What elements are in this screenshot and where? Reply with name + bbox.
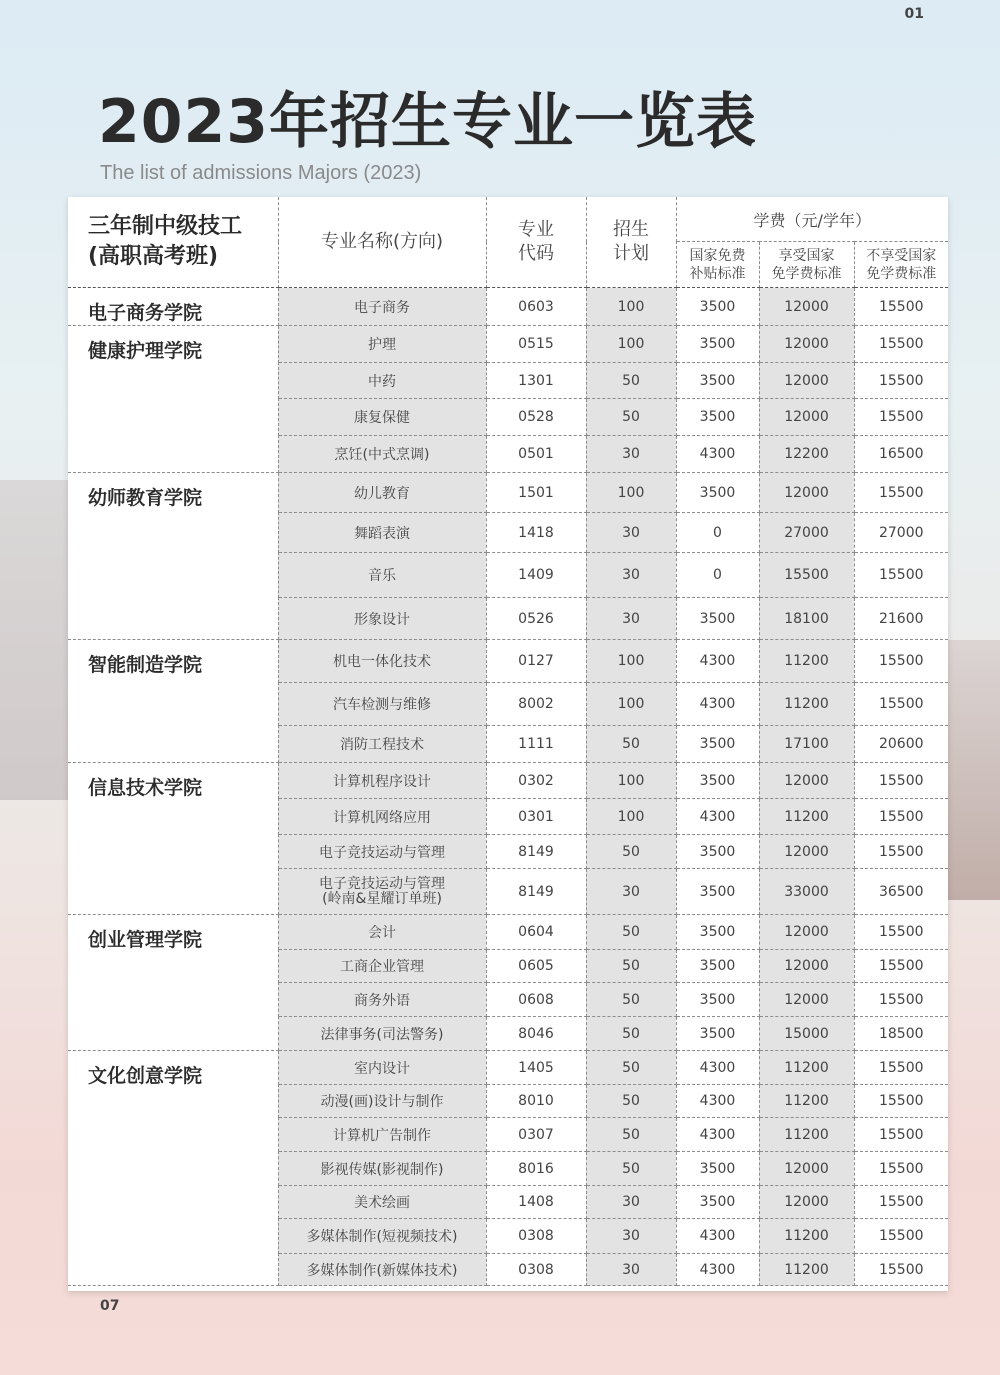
- department-name: 创业管理学院: [68, 915, 278, 1051]
- fee-nonexempt: 20600: [854, 726, 948, 763]
- major-code: 8002: [486, 683, 586, 726]
- fee-nonexempt: 15500: [854, 983, 948, 1017]
- fee-nonexempt: 18500: [854, 1017, 948, 1051]
- enrollment-plan: 30: [586, 513, 676, 553]
- admissions-table: [68, 197, 948, 1286]
- fee-nonexempt: 15500: [854, 1254, 948, 1286]
- fee-subsidy: 3500: [676, 288, 759, 326]
- fee-subsidy: 3500: [676, 1186, 759, 1219]
- table-row: [68, 640, 948, 683]
- table-row: [68, 288, 948, 326]
- major-code: 0308: [486, 1254, 586, 1286]
- enrollment-plan: 30: [586, 436, 676, 473]
- fee-nonexempt: 15500: [854, 1152, 948, 1186]
- fee-nonexempt: 15500: [854, 1051, 948, 1085]
- major-code: 1408: [486, 1186, 586, 1219]
- fee-nonexempt: 16500: [854, 436, 948, 473]
- header-program-line2: (高职高考班): [88, 244, 219, 269]
- fee-subsidy: 3500: [676, 869, 759, 915]
- fee-nonexempt: 15500: [854, 326, 948, 363]
- fee-exempt: 12000: [759, 326, 854, 363]
- major-name: 计算机网络应用: [278, 799, 486, 835]
- fee-subsidy: 4300: [676, 640, 759, 683]
- major-code: 1418: [486, 513, 586, 553]
- enrollment-plan: 50: [586, 726, 676, 763]
- major-code: 0603: [486, 288, 586, 326]
- header-plan: [586, 197, 676, 288]
- major-name: 形象设计: [278, 598, 486, 640]
- major-code: 8016: [486, 1152, 586, 1186]
- fee-exempt: 15500: [759, 553, 854, 598]
- fee-subsidy: 0: [676, 553, 759, 598]
- fee-exempt: 12000: [759, 763, 854, 799]
- major-name: 计算机程序设计: [278, 763, 486, 799]
- header-fee-nonexempt-line1: 不享受国家: [866, 247, 937, 264]
- fee-exempt: 12000: [759, 473, 854, 513]
- major-name: 影视传媒(影视制作): [278, 1152, 486, 1186]
- major-code: 1111: [486, 726, 586, 763]
- enrollment-plan: 100: [586, 640, 676, 683]
- admissions-table-card: [68, 197, 948, 1291]
- fee-exempt: 11200: [759, 1254, 854, 1286]
- fee-exempt: 12200: [759, 436, 854, 473]
- fee-exempt: 11200: [759, 1051, 854, 1085]
- fee-exempt: 12000: [759, 363, 854, 399]
- fee-subsidy: 3500: [676, 363, 759, 399]
- major-code: 0515: [486, 326, 586, 363]
- major-name: 美术绘画: [278, 1186, 486, 1219]
- fee-subsidy: 3500: [676, 726, 759, 763]
- header-plan-line1: 招生: [613, 219, 649, 240]
- department-name: 信息技术学院: [68, 763, 278, 915]
- fee-nonexempt: 15500: [854, 1085, 948, 1118]
- fee-subsidy: 3500: [676, 835, 759, 869]
- fee-nonexempt: 15500: [854, 763, 948, 799]
- major-name: 多媒体制作(短视频技术): [278, 1219, 486, 1254]
- enrollment-plan: 100: [586, 763, 676, 799]
- header-fee-nonexempt-line2: 免学费标准: [866, 265, 937, 282]
- header-fee-group: 学费（元/学年）: [676, 197, 948, 242]
- enrollment-plan: 50: [586, 363, 676, 399]
- header-fee-nonexempt: [854, 242, 948, 288]
- major-name: 法律事务(司法警务): [278, 1017, 486, 1051]
- fee-exempt: 12000: [759, 1152, 854, 1186]
- fee-nonexempt: 15500: [854, 288, 948, 326]
- header-program-type: [68, 197, 278, 288]
- major-name: 幼儿教育: [278, 473, 486, 513]
- department-name: 文化创意学院: [68, 1051, 278, 1286]
- admissions-table-body: [68, 288, 948, 1286]
- fee-exempt: 11200: [759, 1219, 854, 1254]
- major-code: 8149: [486, 835, 586, 869]
- enrollment-plan: 30: [586, 869, 676, 915]
- major-name: 汽车检测与维修: [278, 683, 486, 726]
- major-code: 0308: [486, 1219, 586, 1254]
- major-name: 消防工程技术: [278, 726, 486, 763]
- fee-nonexempt: 15500: [854, 683, 948, 726]
- major-code: 0301: [486, 799, 586, 835]
- enrollment-plan: 50: [586, 1118, 676, 1152]
- fee-subsidy: 4300: [676, 799, 759, 835]
- major-code: 1301: [486, 363, 586, 399]
- major-name: 中药: [278, 363, 486, 399]
- fee-subsidy: 4300: [676, 436, 759, 473]
- major-code: 1409: [486, 553, 586, 598]
- fee-exempt: 12000: [759, 950, 854, 983]
- fee-exempt: 15000: [759, 1017, 854, 1051]
- fee-nonexempt: 15500: [854, 1118, 948, 1152]
- fee-exempt: 11200: [759, 1085, 854, 1118]
- fee-exempt: 12000: [759, 915, 854, 950]
- major-code: 1405: [486, 1051, 586, 1085]
- enrollment-plan: 100: [586, 473, 676, 513]
- major-code: 1501: [486, 473, 586, 513]
- fee-subsidy: 4300: [676, 1051, 759, 1085]
- fee-exempt: 18100: [759, 598, 854, 640]
- fee-nonexempt: 15500: [854, 640, 948, 683]
- fee-nonexempt: 15500: [854, 799, 948, 835]
- fee-exempt: 33000: [759, 869, 854, 915]
- header-fee-subsidy-line1: 国家免费: [689, 247, 746, 264]
- fee-nonexempt: 27000: [854, 513, 948, 553]
- department-name: 智能制造学院: [68, 640, 278, 763]
- background-building-left: [0, 480, 70, 800]
- header-fee-exempt-line2: 免学费标准: [771, 265, 842, 282]
- fee-nonexempt: 15500: [854, 363, 948, 399]
- enrollment-plan: 50: [586, 950, 676, 983]
- fee-exempt: 11200: [759, 799, 854, 835]
- table-row: [68, 1051, 948, 1085]
- fee-subsidy: 3500: [676, 763, 759, 799]
- fee-exempt: 12000: [759, 983, 854, 1017]
- fee-subsidy: 4300: [676, 683, 759, 726]
- enrollment-plan: 50: [586, 1051, 676, 1085]
- page-subtitle: The list of admissions Majors (2023): [100, 162, 422, 184]
- fee-exempt: 11200: [759, 1118, 854, 1152]
- major-code: 0605: [486, 950, 586, 983]
- major-name-line1: 电子竞技运动与管理: [319, 875, 445, 892]
- fee-nonexempt: 15500: [854, 1186, 948, 1219]
- fee-subsidy: 3500: [676, 950, 759, 983]
- major-name: 机电一体化技术: [278, 640, 486, 683]
- fee-subsidy: 3500: [676, 915, 759, 950]
- background-building-right: [945, 640, 1000, 900]
- header-major-name: 专业名称(方向): [278, 197, 486, 288]
- fee-subsidy: 3500: [676, 983, 759, 1017]
- enrollment-plan: 100: [586, 326, 676, 363]
- major-name: [278, 869, 486, 915]
- enrollment-plan: 30: [586, 1254, 676, 1286]
- table-row: [68, 915, 948, 950]
- major-code: 0501: [486, 436, 586, 473]
- major-name: 动漫(画)设计与制作: [278, 1085, 486, 1118]
- fee-exempt: 12000: [759, 1186, 854, 1219]
- major-code: 8010: [486, 1085, 586, 1118]
- major-name: 护理: [278, 326, 486, 363]
- header-code-line2: 代码: [518, 243, 554, 264]
- major-name-line2: (岭南&星耀订单班): [322, 890, 442, 907]
- major-code: 0302: [486, 763, 586, 799]
- fee-exempt: 11200: [759, 683, 854, 726]
- header-fee-exempt: [759, 242, 854, 288]
- fee-subsidy: 4300: [676, 1085, 759, 1118]
- enrollment-plan: 30: [586, 553, 676, 598]
- fee-subsidy: 3500: [676, 1152, 759, 1186]
- fee-subsidy: 3500: [676, 1017, 759, 1051]
- fee-nonexempt: 15500: [854, 835, 948, 869]
- major-code: 0604: [486, 915, 586, 950]
- major-code: 0127: [486, 640, 586, 683]
- header-code-line1: 专业: [518, 219, 554, 240]
- major-name: 舞蹈表演: [278, 513, 486, 553]
- header-fee-subsidy: [676, 242, 759, 288]
- fee-subsidy: 4300: [676, 1254, 759, 1286]
- fee-exempt: 12000: [759, 288, 854, 326]
- fee-nonexempt: 15500: [854, 473, 948, 513]
- major-code: 8149: [486, 869, 586, 915]
- header-code: [486, 197, 586, 288]
- fee-subsidy: 0: [676, 513, 759, 553]
- major-name: 音乐: [278, 553, 486, 598]
- page-title: 2023年招生专业一览表: [98, 87, 757, 157]
- fee-subsidy: 3500: [676, 598, 759, 640]
- header-fee-subsidy-line2: 补贴标准: [689, 265, 746, 282]
- major-name: 会计: [278, 915, 486, 950]
- fee-nonexempt: 21600: [854, 598, 948, 640]
- table-row: [68, 763, 948, 799]
- major-code: 0528: [486, 399, 586, 436]
- major-name: 电子商务: [278, 288, 486, 326]
- fee-nonexempt: 36500: [854, 869, 948, 915]
- major-code: 0526: [486, 598, 586, 640]
- enrollment-plan: 100: [586, 288, 676, 326]
- major-name: 室内设计: [278, 1051, 486, 1085]
- enrollment-plan: 100: [586, 683, 676, 726]
- fee-exempt: 12000: [759, 399, 854, 436]
- fee-subsidy: 3500: [676, 399, 759, 436]
- major-name: 工商企业管理: [278, 950, 486, 983]
- fee-exempt: 12000: [759, 835, 854, 869]
- table-row: [68, 326, 948, 363]
- page-number-top: 01: [904, 6, 924, 22]
- fee-exempt: 11200: [759, 640, 854, 683]
- fee-nonexempt: 15500: [854, 950, 948, 983]
- enrollment-plan: 30: [586, 598, 676, 640]
- header-plan-line2: 计划: [613, 243, 649, 264]
- department-name: 电子商务学院: [68, 288, 278, 326]
- major-name: 多媒体制作(新媒体技术): [278, 1254, 486, 1286]
- major-name: 计算机广告制作: [278, 1118, 486, 1152]
- enrollment-plan: 30: [586, 1219, 676, 1254]
- major-name: 烹饪(中式烹调): [278, 436, 486, 473]
- major-name: 电子竞技运动与管理: [278, 835, 486, 869]
- header-fee-exempt-line1: 享受国家: [778, 247, 835, 264]
- major-name: 商务外语: [278, 983, 486, 1017]
- fee-subsidy: 3500: [676, 326, 759, 363]
- enrollment-plan: 50: [586, 915, 676, 950]
- major-code: 0608: [486, 983, 586, 1017]
- fee-exempt: 27000: [759, 513, 854, 553]
- enrollment-plan: 50: [586, 399, 676, 436]
- fee-nonexempt: 15500: [854, 915, 948, 950]
- fee-nonexempt: 15500: [854, 1219, 948, 1254]
- enrollment-plan: 50: [586, 1085, 676, 1118]
- header-program-line1: 三年制中级技工: [88, 214, 243, 239]
- enrollment-plan: 50: [586, 1017, 676, 1051]
- fee-exempt: 17100: [759, 726, 854, 763]
- enrollment-plan: 100: [586, 799, 676, 835]
- department-name: 幼师教育学院: [68, 473, 278, 640]
- major-code: 8046: [486, 1017, 586, 1051]
- enrollment-plan: 50: [586, 1152, 676, 1186]
- fee-nonexempt: 15500: [854, 553, 948, 598]
- enrollment-plan: 30: [586, 1186, 676, 1219]
- table-row: [68, 473, 948, 513]
- fee-subsidy: 4300: [676, 1219, 759, 1254]
- fee-subsidy: 3500: [676, 473, 759, 513]
- fee-subsidy: 4300: [676, 1118, 759, 1152]
- major-code: 0307: [486, 1118, 586, 1152]
- fee-nonexempt: 15500: [854, 399, 948, 436]
- department-name: 健康护理学院: [68, 326, 278, 473]
- page-number-bottom: 07: [100, 1298, 120, 1314]
- enrollment-plan: 50: [586, 983, 676, 1017]
- major-name: 康复保健: [278, 399, 486, 436]
- enrollment-plan: 50: [586, 835, 676, 869]
